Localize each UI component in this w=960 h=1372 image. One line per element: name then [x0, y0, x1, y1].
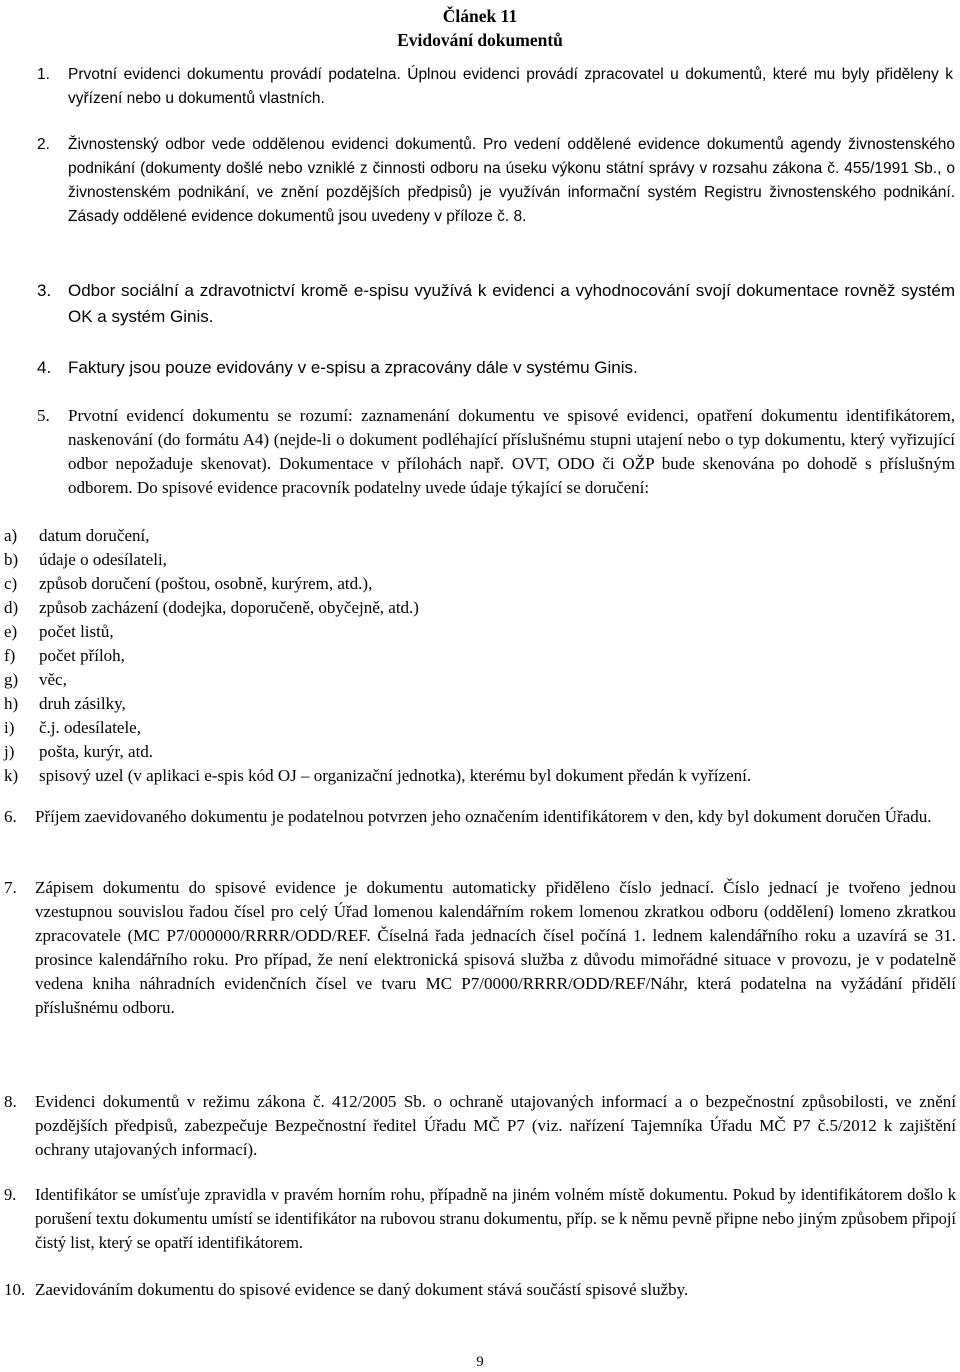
item-text: Zaevidováním dokumentu do spisové evidence se daný dokument stává součástí spisové služby.	[35, 1280, 689, 1299]
list-item-3	[37, 278, 955, 326]
item-text: Prvotní evidencí dokumentu se rozumí: zaznamenání dokumentu ve spisové evidenci, opatření dokumentu identifikátorem, naskenování (do formátu A4) (nejde-li o dokument podléhající příslušnému stupni utajení nebo o typ dokumentu, který vyřizující odbor nepožaduje skenovat). Dokumentace v přílohách např. OVT, ODO či OŽP bude skenována po dohodě s příslušným odborem. Do spisové evidence pracovník podatelny uvede údaje týkající se doručení:	[68, 406, 955, 497]
list-item-2	[37, 133, 955, 253]
item-number: 6.	[4, 807, 17, 826]
delivery-data-list: a) datum doručení, b) údaje o odesílateli, c) způsob doručení (poštou, osobně, kurýrem, atd.), d) způsob zacházení (dodejka, doporučeně, obyčejně, atd.) e) počet listů, f) počet příloh, g) věc, h) druh zásilky, i) č.j. odesílatele, j) pošta, kurýr, atd. k) spisový uzel (v aplikaci e-spis kód OJ – organizační jednotka), kterému byl dokument předán k vyřízení.	[4, 526, 752, 785]
list-item-4	[37, 355, 955, 381]
list-item-10	[4, 1278, 956, 1302]
list-item-9	[4, 1183, 956, 1255]
list-item-6	[4, 805, 956, 853]
article-subtitle: Evidování dokumentů	[397, 30, 563, 50]
item-text: Odbor sociální a zdravotnictví kromě e-spisu využívá k evidenci a vyhodnocování svojí dokumentace rovněž systém OK a systém Ginis.	[68, 281, 955, 326]
item-number: 7.	[4, 878, 17, 897]
item-text: Faktury jsou pouze evidovány v e-spisu a zpracovány dále v systému Ginis.	[68, 358, 638, 377]
item-number: 5.	[37, 406, 50, 425]
item-number: 9.	[4, 1185, 17, 1204]
article-title: Článek 11	[442, 6, 518, 26]
item-text: Evidenci dokumentů v režimu zákona č. 412/2005 Sb. o ochraně utajovaných informací a o bezpečnostní způsobilosti, ve znění pozdějších předpisů, zabezpečuje Bezpečnostní ředitel Úřadu MČ P7 (viz. nařízení Tajemníka Úřadu MČ P7 č.5/2012 k zajištění ochrany utajovaných informací).	[35, 1092, 956, 1159]
item-number: 3.	[37, 281, 52, 300]
item-text: Identifikátor se umísťuje zpravidla v pravém horním rohu, případně na jiném volném místě dokumentu. Pokud by identifikátorem došlo k porušení textu dokumentu umístí se identifikátor na rubovou stranu dokumentu, příp. se k němu pevně připne nebo jiným způsobem připojí čistý list, který se opatří identifikátorem.	[35, 1185, 956, 1252]
item-number: 1.	[37, 66, 50, 83]
list-item-5	[37, 404, 955, 524]
list-item-8	[4, 1090, 956, 1162]
item-number: 8.	[4, 1092, 17, 1111]
item-number: 10.	[4, 1280, 26, 1299]
item-text: Zápisem dokumentu do spisové evidence je dokumentu automaticky přiděleno číslo jednací. Číslo jednací je tvořeno jednou vzestupnou souvislou řadou čísel pro celý Úřad lomenou kalendářním rokem lomenou zkratkou odboru (oddělení) lomeno zkratkou zpracovatele (MC P7/000000/RRRR/ODD/REF. Číselná řada jednacích čísel počíná 1. lednem kalendářního roku a uzavírá se 31. prosince kalendářního roku. Pro případ, že není elektronická spisová služba z důvodu mimořádné situace v provozu, je v podatelně vedena kniha náhradních evidenčních čísel ve tvaru MC P7/0000/RRRR/ODD/REF/Náhr, která podatelna na vyžádání přidělí příslušnému odboru.	[35, 878, 956, 1017]
page-number: 9	[476, 1354, 484, 1370]
item-text: Prvotní evidenci dokumentu provádí podatelna. Úplnou evidenci provádí zpracovatel u dokumentů, které mu byly přiděleny k vyřízení nebo u dokumentů vlastních.	[68, 66, 953, 107]
item-number: 2.	[37, 136, 50, 153]
item-text: Příjem zaevidovaného dokumentu je podatelnou potvrzen jeho označením identifikátorem v den, kdy byl dokument doručen Úřadu.	[35, 807, 932, 826]
list-item-1	[37, 63, 953, 111]
item-number: 4.	[37, 358, 52, 377]
list-item-7	[4, 876, 956, 1044]
item-text: Živnostenský odbor vede oddělenou evidenci dokumentů. Pro vedení oddělené evidence dokumentů agendy živnostenského podnikání (dokumenty došlé nebo vzniklé z činnosti odboru na úseku výkonu státní správy v rozsahu zákona č. 455/1991 Sb., o živnostenském podnikání, ve znění pozdějších předpisů) je využíván informační systém Registru živnostenského podnikání. Zásady oddělené evidence dokumentů jsou uvedeny v příloze č. 8.	[68, 136, 955, 225]
